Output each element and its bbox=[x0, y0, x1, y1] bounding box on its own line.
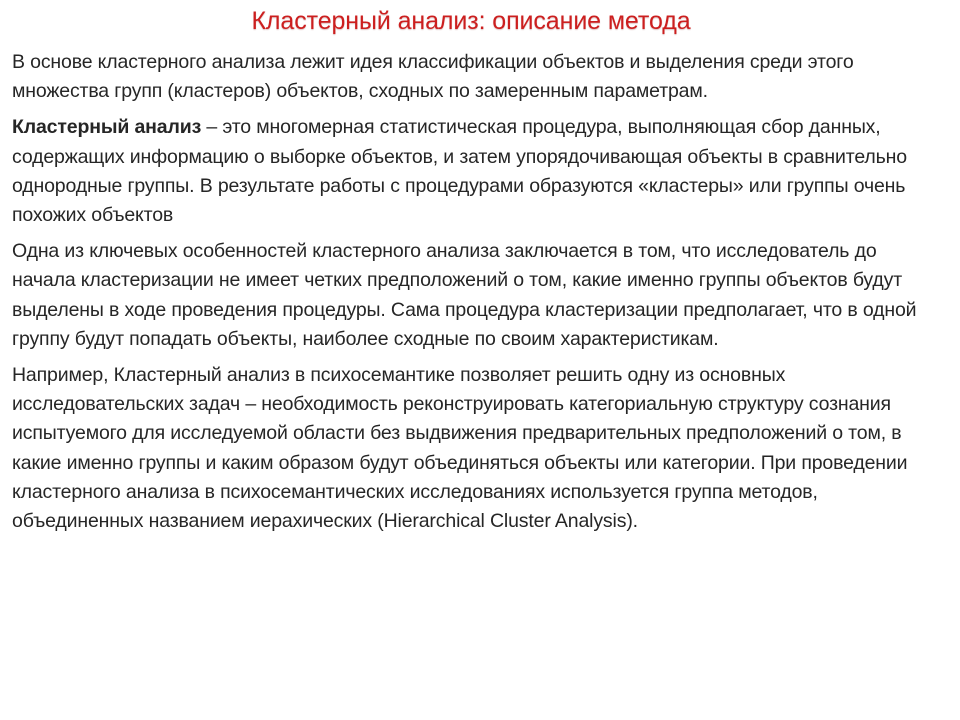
paragraph-example-text: Например, Кластерный анализ в психосемантике позволяет решить одну из основных исследовательских задач – необходимость реконструировать категориальную структуру сознания испытуемого для исследуемой области без выдвижения предварительных предположений о том, в какие именно группы и каким образом будут объединяться объекты или категории. При проведении кластерного анализа в психосемантических исследованиях используется группа методов, объединенных названием иерахических (Hierarchical Cluster Analysis). bbox=[12, 364, 908, 533]
paragraph-definition bbox=[12, 113, 930, 230]
paragraph-key-feature-text: Одна из ключевых особенностей кластерного анализа заключается в том, что исследователь до начала кластеризации не имеет четких предположений о том, какие именно группы объектов будут выделены в ходе проведения процедуры. Сама процедура кластеризации предполагает, что в одной группу будут попадать объекты, наиболее сходные по своим характеристикам. bbox=[12, 240, 917, 350]
paragraph-example bbox=[12, 361, 930, 536]
paragraph-intro bbox=[12, 48, 930, 106]
definition-term: Кластерный анализ bbox=[12, 116, 202, 139]
paragraph-key-feature bbox=[12, 237, 930, 354]
slide-title: Кластерный анализ: описание метода bbox=[251, 7, 691, 35]
paragraph-intro-text: В основе кластерного анализа лежит идея классификации объектов и выделения среди этого множества групп (кластеров) объектов, сходных по замеренным параметрам. bbox=[12, 51, 854, 103]
definition-text: – это многомерная статистическая процедура, выполняющая сбор данных, содержащих информацию о выборке объектов, и затем упорядочивающая объекты в сравнительно однородные группы. В результате работы с процедурами образуются «кластеры» или группы очень похожих объектов bbox=[12, 116, 907, 227]
